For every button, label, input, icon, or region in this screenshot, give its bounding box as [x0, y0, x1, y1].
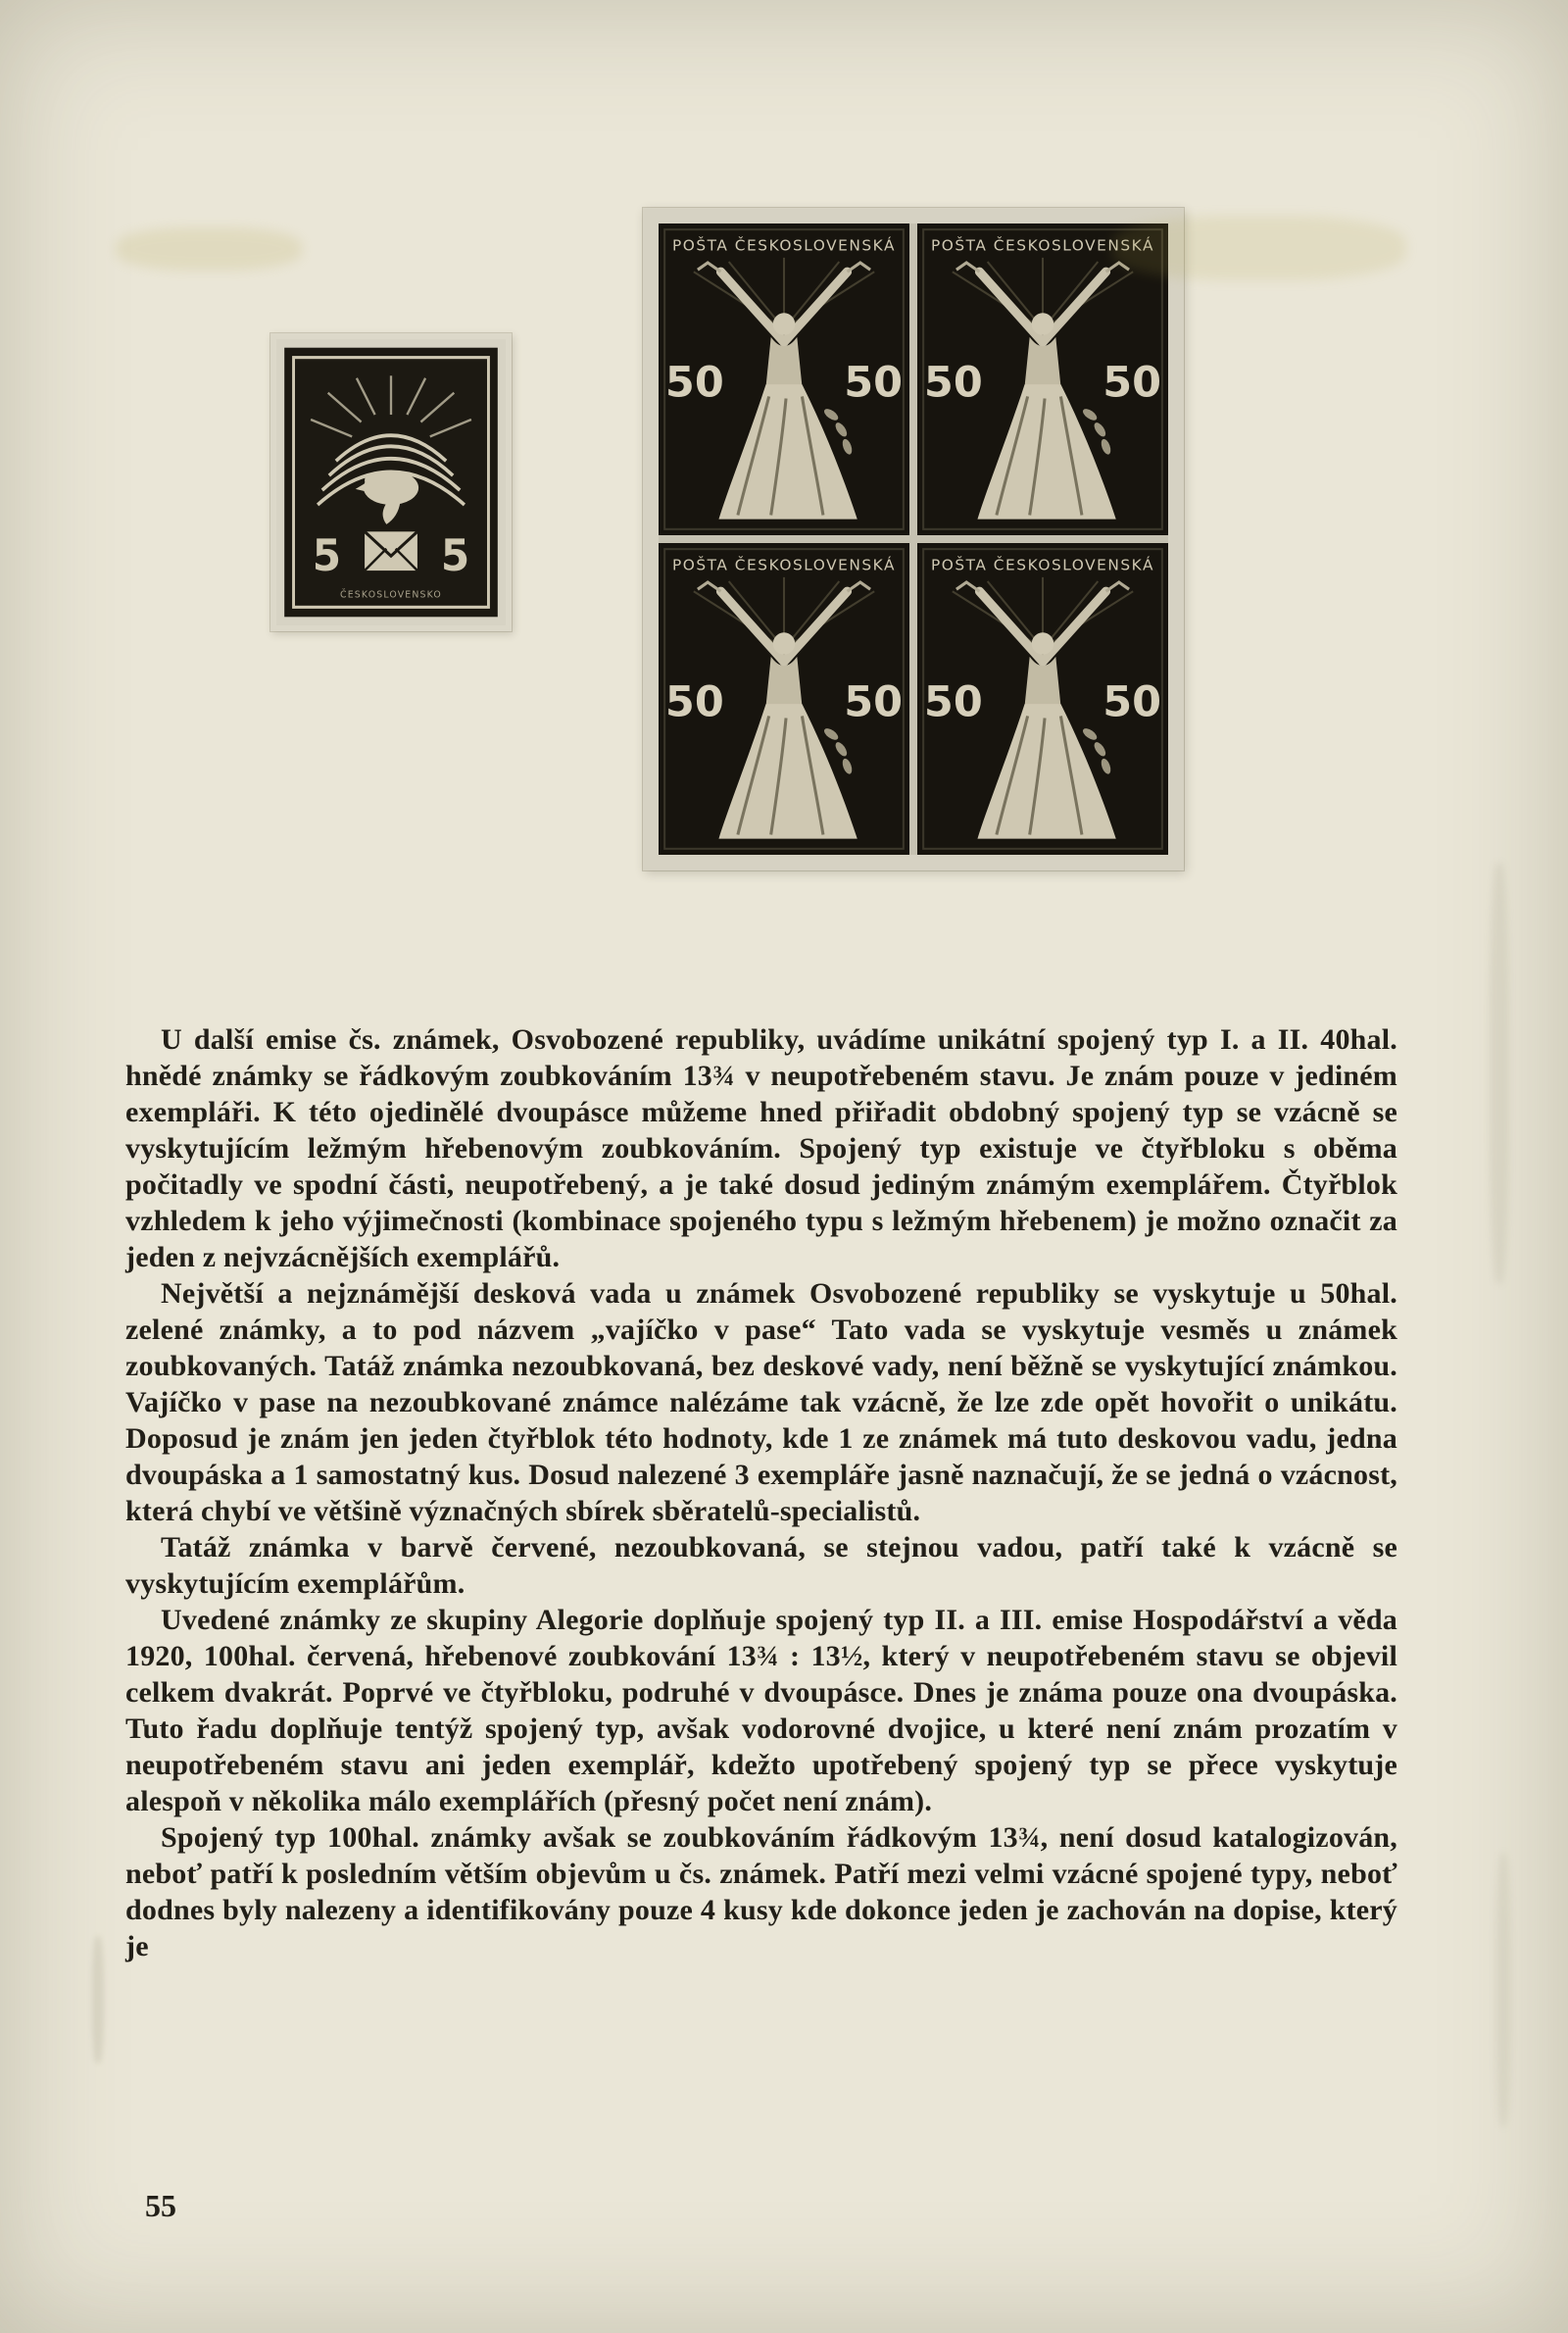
- paragraph-3: Tatáž známka v barvě červené, nezoubkovaná, se stejnou vadou, patří také k vzácně se vyskytujícím exemplářům.: [125, 1531, 1397, 1600]
- stamp-denomination-right: 50: [844, 358, 904, 408]
- dove-stamp-caption: ČESKOSLOVENSKO: [340, 589, 442, 601]
- page-number: 55: [145, 2188, 176, 2223]
- paragraph-4: Uvedené známky ze skupiny Alegorie doplňuje spojený typ II. a III. emise Hospodářství a věda 1920, 100hal. červená, hřebenové zoubkování 13¾ : 13½, který v neupotřebeném stavu se objevil celkem dvakrát. Poprvé ve čtyřbloku, podruhé v dvoupásce. Dnes je známa pouze ona dvoupáska. Tuto řadu doplňuje tentýž spojený typ, avšak vodorovné dvojice, u které není znám prozatím v neupotřebeném stavu ani jeden exemplář, kdežto upotřebený spojený typ se přece vyskytuje alespoň v několika málo exemplářích (přesný počet není znám).: [125, 1604, 1397, 1817]
- body-text: [125, 1021, 1397, 1964]
- stamp-denomination-left: 50: [923, 677, 983, 727]
- scan-artifact: [92, 1936, 104, 2063]
- stamp-header-text: POŠTA ČESKOSLOVENSKÁ: [671, 556, 897, 574]
- stamp-denomination-right: 50: [1102, 358, 1162, 408]
- liberated-republic-stamp-image: [917, 223, 1168, 535]
- stamp-denomination-right: 50: [1102, 677, 1162, 727]
- stamp-block-grid: [659, 223, 1168, 855]
- stamp-denomination-left: 50: [664, 358, 724, 408]
- liberated-republic-stamp-image: [659, 543, 909, 855]
- dove-stamp-image: [276, 339, 506, 625]
- scan-artifact: [1490, 863, 1509, 1284]
- stamp-denomination-left: 50: [664, 677, 724, 727]
- dove-denomination-left: 5: [312, 530, 342, 582]
- stamp-denomination-right: 50: [844, 677, 904, 727]
- stamp-header-text: POŠTA ČESKOSLOVENSKÁ: [930, 556, 1155, 574]
- stamp-header-text: POŠTA ČESKOSLOVENSKÁ: [671, 236, 897, 255]
- liberated-republic-stamp-image: [917, 543, 1168, 855]
- stamp-denomination-left: 50: [923, 358, 983, 408]
- scan-artifact: [116, 227, 302, 271]
- scan-artifact: [1495, 1853, 1511, 2127]
- paragraph-1: U další emise čs. známek, Osvobozené republiky, uvádíme unikátní spojený typ I. a II. 40hal. hnědé známky se řádkovým zoubkováním 13¾ v neupotřebeném stavu. Je znám pouze v jediném exempláři. K této ojedinělé dvoupásce můžeme hned přiřadit obdobný spojený typ se vzácně se vyskytujícím ležmým hřebenovým zoubkováním. Spojený typ existuje ve čtyřbloku s oběma počitadly ve spodní části, neupotřebený, a je také dosud jediným známým exemplářem. Čtyřblok vzhledem k jeho výjimečnosti (kombinace spojeného typu s ležmým hřebenem) je možno označit za jeden z nejvzácnějších exemplářů.: [125, 1023, 1397, 1273]
- dove-stamp-figure: [270, 333, 512, 631]
- dove-denomination-right: 5: [440, 530, 470, 582]
- stamp-top-right: [917, 223, 1168, 535]
- liberated-republic-stamp-image: [659, 223, 909, 535]
- stamp-top-left: [659, 223, 909, 535]
- block-of-four-figure: [643, 208, 1184, 870]
- paragraph-2: Největší a nejznámější desková vada u známek Osvobozené republiky se vyskytuje u 50hal. zelené známky, a to pod názvem „vajíčko v pase“ Tato vada se vyskytuje vesměs u známek zoubkovaných. Tatáž známka nezoubkovaná, bez deskové vady, není běžně se vyskytující známkou. Vajíčko v pase na nezoubkované známce nalézáme tak vzácně, že lze zde opět hovořit o unikátu. Doposud je znám jen jeden čtyřblok této hodnoty, kde 1 ze známek má tuto deskovou vadu, jedna dvoupáska a 1 samostatný kus. Dosud nalezené 3 exempláře jasně naznačují, že se jedná o vzácnost, která chybí ve většině význačných sbírek sběratelů-specialistů.: [125, 1277, 1397, 1527]
- stamp-bottom-right: [917, 543, 1168, 855]
- stamp-bottom-left: [659, 543, 909, 855]
- paragraph-5: Spojený typ 100hal. známky avšak se zoubkováním řádkovým 13¾, není dosud katalogizován, neboť patří k posledním větším objevům u čs. známek. Patří mezi velmi vzácné spojené typy, neboť dodnes byly nalezeny a identifikovány pouze 4 kusy kde dokonce jeden je zachován na dopise, který je: [125, 1821, 1397, 1962]
- stamp-header-text: POŠTA ČESKOSLOVENSKÁ: [930, 236, 1155, 255]
